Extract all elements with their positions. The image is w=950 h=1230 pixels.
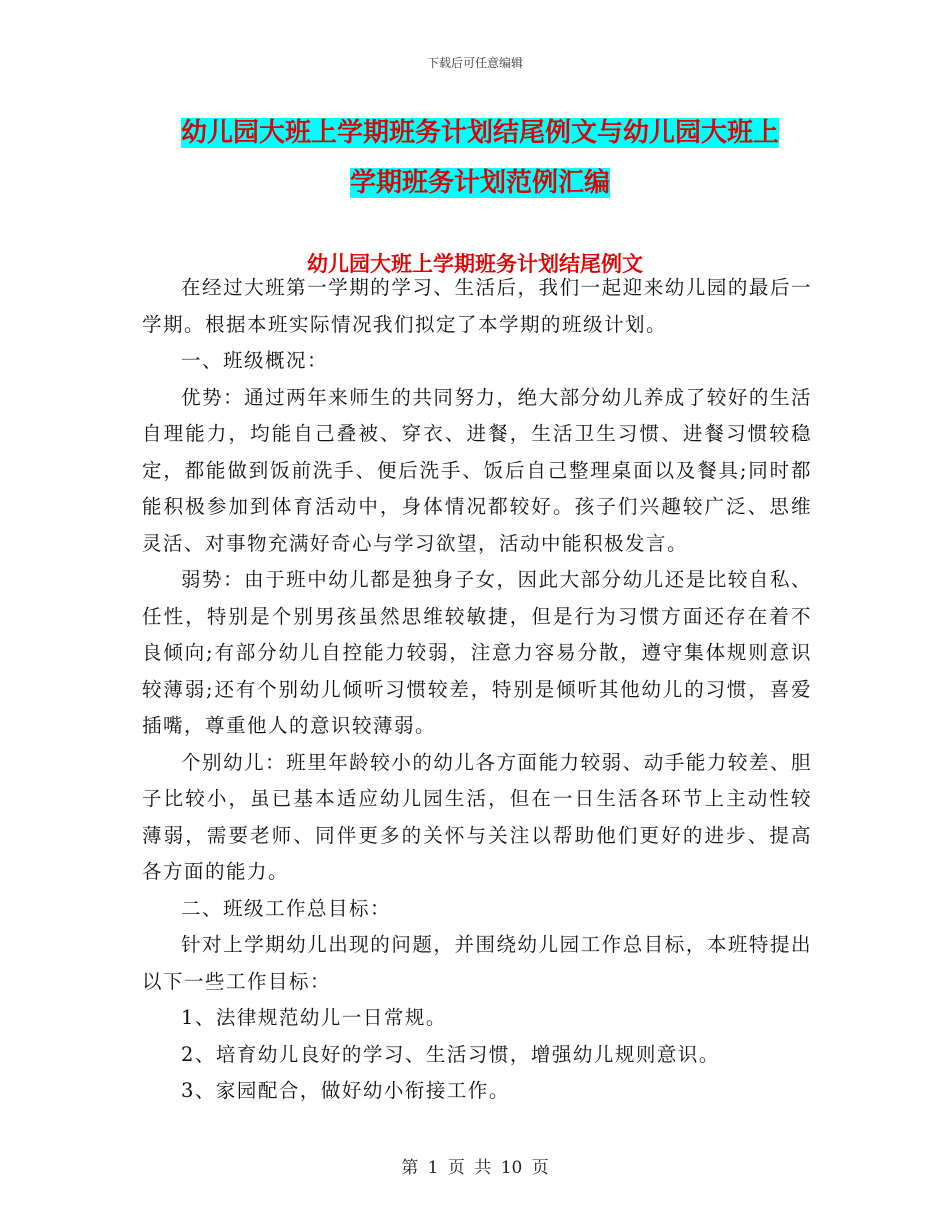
heading-class-goals: 二、班级工作总目标： — [181, 896, 392, 920]
heading-class-overview: 一、班级概况： — [181, 349, 329, 372]
paragraph-goals-intro: 针对上学期幼儿出现的问题，并围绕幼儿园工作总目标，本班特提出以下一些工作目标： — [142, 933, 812, 993]
paragraph-strengths: 优势：通过两年来师生的共同努力，绝大部分幼儿养成了较好的生活自理能力，均能自己叠被、穿衣、进餐，生活卫生习惯、进餐习惯较稳定，都能做到饭前洗手、便后洗手、饭后自己整理桌面以及餐具;同时都能积极参加到体育活动中，身体情况都较好。孩子们兴趣较广泛、思维灵活、对事物充满好奇心与学习欲望，活动中能积极发言。 — [142, 385, 812, 555]
document-title-line-2: 学期班务计划范例汇编 — [349, 168, 610, 198]
document-title-line-1: 幼儿园大班上学期班务计划结尾例文与幼儿园大班上 — [180, 118, 779, 148]
list-item-goal-1: 1、法律规范幼儿一日常规。 — [181, 1006, 447, 1029]
list-item-goal-2: 2、培育幼儿良好的学习、生活习惯，增强幼儿规则意识。 — [181, 1042, 720, 1066]
paragraph-individuals: 个别幼儿：班里年龄较小的幼儿各方面能力较弱、动手能力较差、胆子比较小，虽已基本适应幼儿园生活，但在一日生活各环节上主动性较薄弱，需要老师、同伴更多的关怀与关注以帮助他们更好的进步、提高各方面的能力。 — [142, 750, 812, 883]
document-title — [140, 108, 820, 208]
paragraph-weaknesses: 弱势：由于班中幼儿都是独身子女，因此大部分幼儿还是比较自私、任性，特别是个别男孩虽然思维较敏捷，但是行为习惯方面还存在着不良倾向;有部分幼儿自控能力较弱，注意力容易分散，遵守集体规则意识较薄弱;还有个别幼儿倾听习惯较差，特别是倾听其他幼儿的习惯，喜爱插嘴，尊重他人的意识较薄弱。 — [142, 568, 812, 737]
body-text — [142, 270, 812, 1110]
section-title: 幼儿园大班上学期班务计划结尾例文 — [307, 252, 643, 276]
list-item-goal-3: 3、家园配合，做好幼小衔接工作。 — [181, 1079, 510, 1102]
page-footer: 第 1 页 共 10 页 — [401, 1158, 549, 1178]
paragraph-intro: 在经过大班第一学期的学习、生活后，我们一起迎来幼儿园的最后一学期。根据本班实际情况我们拟定了本学期的班级计划。 — [142, 276, 812, 336]
header-note: 下载后可任意编辑 — [426, 56, 523, 70]
